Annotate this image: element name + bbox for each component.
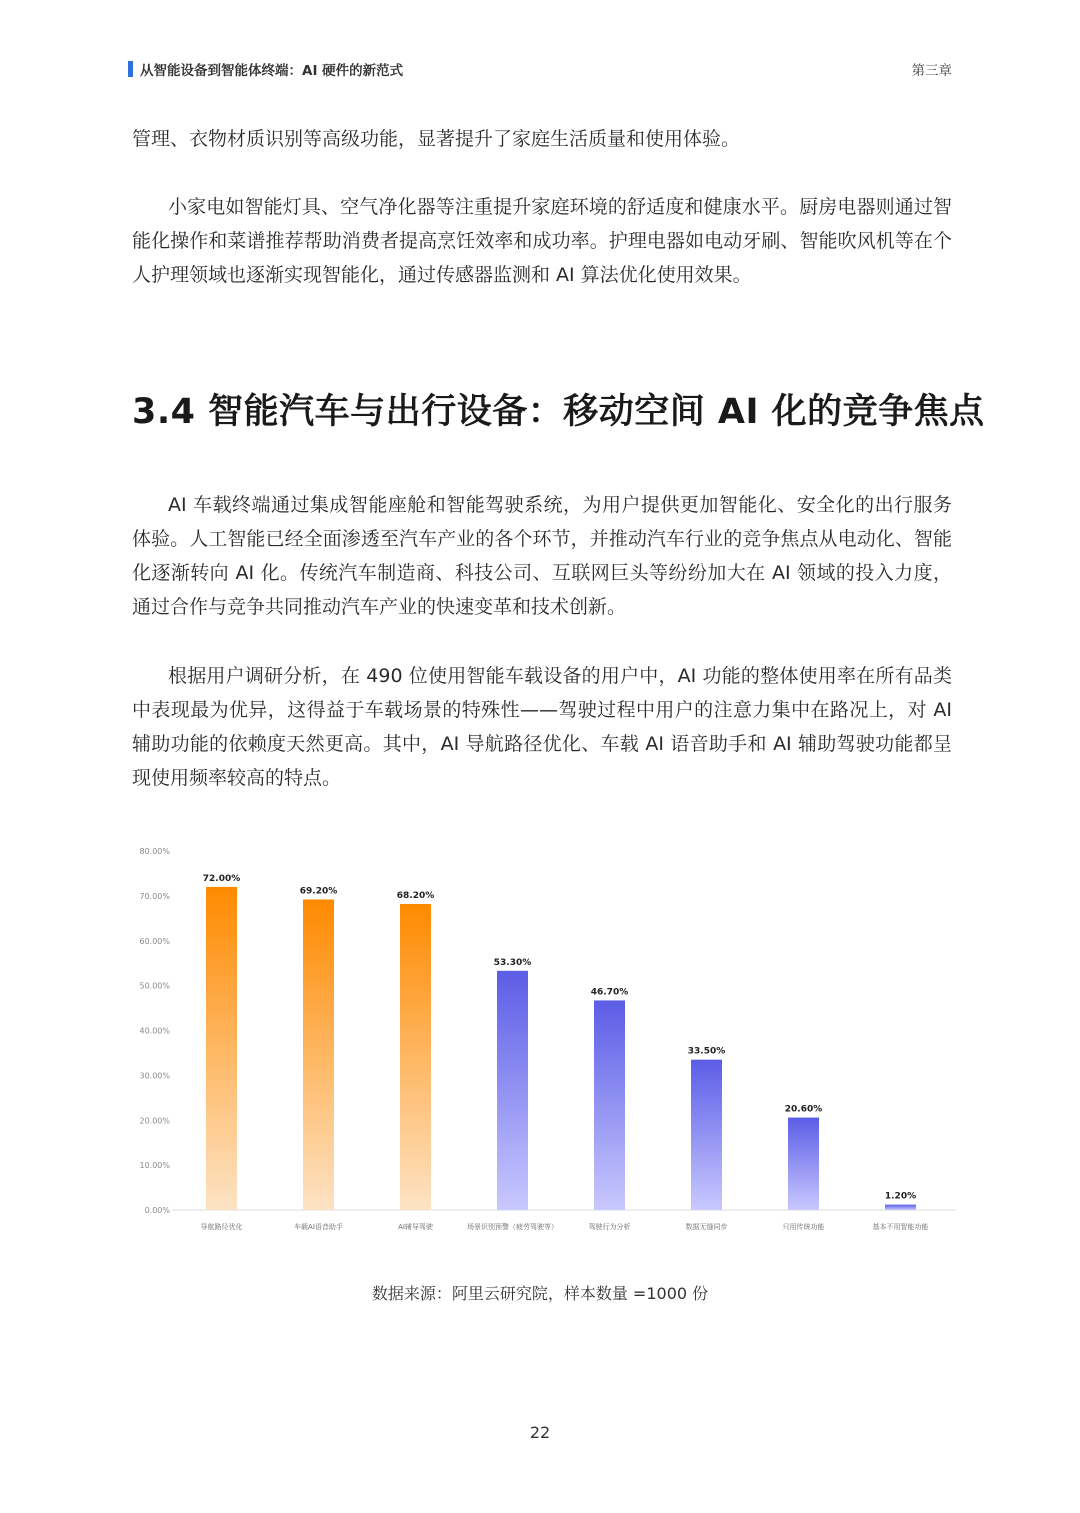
x-tick-label: AI辅导驾驶 (398, 1223, 433, 1231)
bar-value-label: 72.00% (202, 873, 241, 884)
x-tick-label: 车载AI语音助手 (294, 1223, 343, 1231)
y-tick-label: 20.00% (139, 1116, 170, 1126)
paragraph-4: 根据用户调研分析，在 490 位使用智能车载设备的用户中，AI 功能的整体使用率在所有品类中表现最为优异，这得益于车载场景的特殊性——驾驶过程中用户的注意力集中在路况上，对 AI 辅助功能的依赖度天然更高。其中，AI 导航路径优化、车载 AI 语音助手和 AI 辅助驾驶功能都呈现使用频率较高的特点。 (132, 665, 952, 789)
bar-value-label: 53.30% (493, 957, 532, 968)
paragraph-1: 管理、衣物材质识别等高级功能，显著提升了家庭生活质量和使用体验。 (132, 128, 741, 150)
header-title: 从智能设备到智能体终端：AI 硬件的新范式 (140, 63, 404, 79)
bar-value-label: 1.20% (884, 1191, 917, 1202)
y-tick-label: 80.00% (139, 847, 170, 856)
y-tick-label: 40.00% (139, 1026, 170, 1036)
bar (594, 1000, 625, 1210)
x-tick-label: 只用传统功能 (782, 1223, 825, 1231)
header-chapter: 第三章 (911, 63, 952, 79)
x-tick-label: 导航路径优化 (200, 1223, 243, 1231)
x-tick-label: 场景识别预警（疲劳驾驶等） (467, 1223, 558, 1231)
paragraph-2: 小家电如智能灯具、空气净化器等注重提升家庭环境的舒适度和健康水平。厨房电器则通过智能化操作和菜谱推荐帮助消费者提高烹饪效率和成功率。护理电器如电动牙刷、智能吹风机等在个人护理领域也逐渐实现智能化，通过传感器监测和 AI 算法优化使用效果。 (132, 196, 952, 286)
y-tick-label: 70.00% (139, 891, 170, 901)
bar (885, 1205, 916, 1210)
bar (691, 1060, 722, 1210)
bar-value-label: 33.50% (687, 1046, 726, 1057)
header-accent-bar (128, 61, 133, 77)
page-header (128, 58, 952, 80)
y-tick-label: 60.00% (139, 936, 170, 946)
bar-value-label: 69.20% (299, 886, 338, 897)
y-tick-label: 50.00% (139, 981, 170, 991)
bar-value-label: 68.20% (396, 890, 435, 901)
bar (303, 899, 334, 1210)
bar-chart (128, 838, 958, 1243)
y-tick-label: 30.00% (139, 1071, 170, 1081)
page-number: 22 (529, 1423, 551, 1442)
bar-value-label: 46.70% (590, 987, 629, 998)
bar (400, 904, 431, 1210)
y-tick-label: 10.00% (139, 1161, 170, 1171)
section-title: 3.4 智能汽车与出行设备：移动空间 AI 化的竞争焦点 (132, 392, 985, 432)
bar-chart-svg (128, 838, 958, 1243)
bar (206, 887, 237, 1210)
paragraph-3: AI 车载终端通过集成智能座舱和智能驾驶系统，为用户提供更加智能化、安全化的出行服务体验。人工智能已经全面渗透至汽车产业的各个环节，并推动汽车行业的竞争焦点从电动化、智能化逐渐转向 AI 化。传统汽车制造商、科技公司、互联网巨头等纷纷加大在 AI 领域的投入力度，通过合作与竞争共同推动汽车产业的快速变革和技术创新。 (132, 494, 952, 618)
x-tick-label: 基本不用智能功能 (872, 1223, 929, 1231)
chart-caption: 数据来源：阿里云研究院，样本数量 =1000 份 (371, 1284, 709, 1303)
bar (788, 1118, 819, 1210)
y-tick-label: 0.00% (144, 1206, 170, 1215)
bar (497, 971, 528, 1210)
bar-value-label: 20.60% (784, 1104, 823, 1115)
x-tick-label: 驾驶行为分析 (588, 1223, 631, 1231)
x-tick-label: 数据无缝同步 (685, 1223, 728, 1231)
